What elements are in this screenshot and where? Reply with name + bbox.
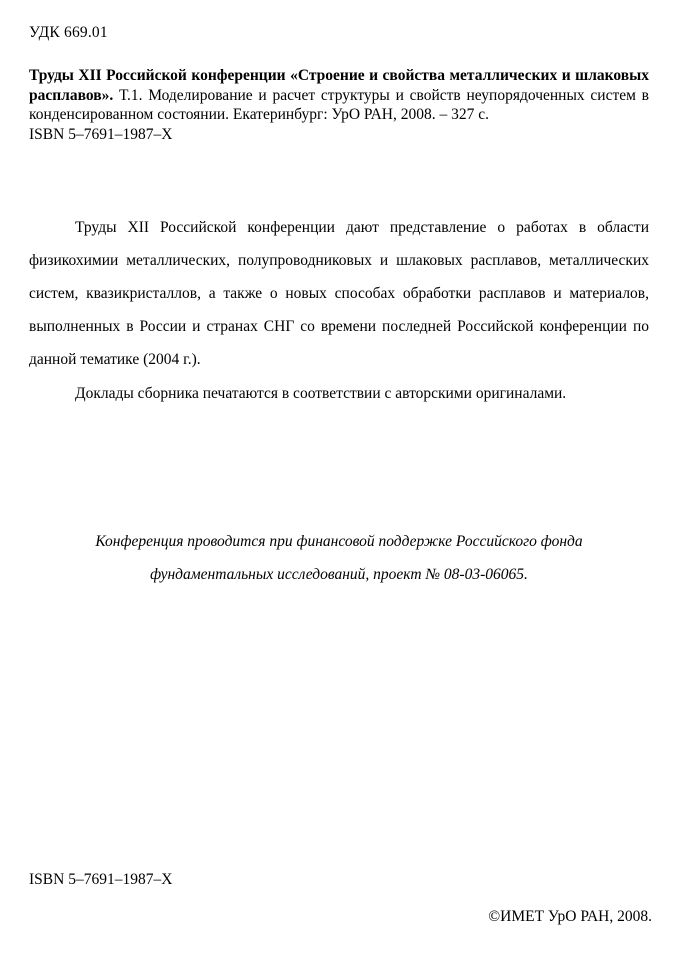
isbn-footer: ISBN 5–7691–1987–X xyxy=(29,871,173,888)
copyright-notice: ©ИМЕТ УрО РАН, 2008. xyxy=(488,908,652,925)
bibliographic-details: Т.1. Моделирование и расчет структуры и свойств неупорядоченных систем в конденсированном состоянии. Екатеринбург: УрО РАН, 2008. – 327 с. xyxy=(29,86,649,123)
bibliographic-isbn: ISBN 5–7691–1987–X xyxy=(29,125,173,143)
bibliographic-record xyxy=(29,66,649,144)
abstract xyxy=(29,211,649,410)
udk-code: УДК 669.01 xyxy=(29,24,108,41)
funding-line: Конференция проводится при финансовой поддержке Российского фонда xyxy=(95,533,583,550)
abstract-paragraph: Доклады сборника печатаются в соответствии с авторскими оригиналами. xyxy=(75,385,567,402)
abstract-paragraph: Труды XII Российской конференции дают представление о работах в области физикохимии металлических, полупроводниковых и шлаковых расплавов, металлических систем, квазикристаллов, а также о новых способах обработки расплавов и материалов, выполненных в России и странах СНГ со времени последней Российской конференции по данной тематике (2004 г.). xyxy=(29,219,649,368)
funding-note xyxy=(29,525,649,591)
funding-line: фундаментальных исследований, проект № 08-03-06065. xyxy=(150,566,528,583)
bibliographic-title: Труды XII Российской конференции «Строение и свойства металлических и шлаковых расплавов». xyxy=(29,67,649,104)
